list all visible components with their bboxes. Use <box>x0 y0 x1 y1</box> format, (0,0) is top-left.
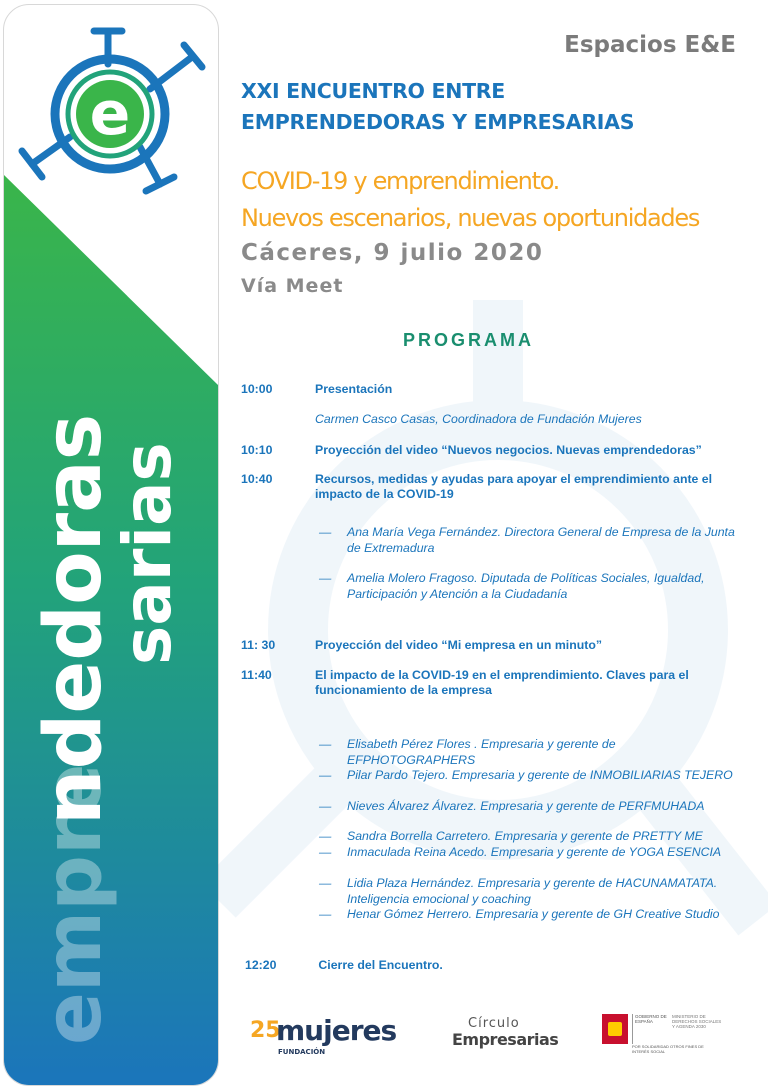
gov-line3: POR SOLIDARIDAD OTROS FINES DE INTERÉS SOCIAL <box>632 1044 704 1054</box>
event-title <box>241 76 741 138</box>
sidebar-banner <box>3 4 219 1086</box>
event-date: Cáceres, 9 julio 2020 <box>241 240 544 266</box>
speaker-dash: — <box>319 829 332 843</box>
speaker-text: Pilar Pardo Tejero. Empresaria y gerente de INMOBILIARIAS TEJERO <box>347 768 733 782</box>
wordmark-line2: sarias <box>109 442 186 665</box>
agenda-time: 10:10 <box>241 443 273 457</box>
agenda-title: Proyección del video “Mi empresa en un minuto” <box>315 638 602 652</box>
speaker-dash: — <box>319 768 332 782</box>
fundacion-mujeres-logo <box>250 1014 430 1058</box>
agenda-title: Presentación <box>315 382 393 396</box>
event-subtitle <box>241 163 761 237</box>
speaker-text: Amelia Molero Fragoso. Diputada de Políticas Sociales, Igualdad, Participación y Atención a la Ciudadanía <box>347 571 705 601</box>
speaker-dash: — <box>319 845 332 859</box>
event-subtitle-line2: Nuevos escenarios, nuevas oportunidades <box>241 204 700 232</box>
speaker-text: Inmaculada Reina Acedo. Empresaria y gerente de YOGA ESENCIA <box>347 845 722 859</box>
svg-text:e: e <box>89 79 131 149</box>
agenda-title: Recursos, medidas y ayudas para apoyar el emprendimiento ante el impacto de la COVID-19 <box>315 472 713 501</box>
speaker-text: Ana María Vega Fernández. Directora General de Empresa de la Junta de Extremadura <box>347 525 735 555</box>
vertical-wordmark <box>4 5 218 1085</box>
circulo-top: Círculo <box>468 1016 520 1031</box>
gov-line2: MINISTERIO DE DERECHOS SOCIALES Y AGENDA 2030 <box>672 1014 722 1029</box>
programa-heading: PROGRAMA <box>403 330 534 350</box>
speaker-text: Lidia Plaza Hernández. Empresaria y gerente de HACUNAMATATA. Inteligencia emocional y coaching <box>347 876 718 906</box>
sponsor-logos <box>245 1012 745 1062</box>
speaker-text: Elisabeth Pérez Flores . Empresaria y gerente de EFPHOTOGRAPHERS <box>347 737 616 767</box>
speaker-dash: — <box>319 737 332 751</box>
agenda-closing <box>245 958 443 972</box>
wordmark-line1: ndedoras <box>29 413 119 825</box>
gov-line1: GOBIERNO DE ESPAÑA <box>632 1014 671 1044</box>
agenda-time: 10:00 <box>241 382 273 396</box>
gov-shield-icon <box>608 1022 622 1036</box>
event-title-line2: EMPRENDEDORAS Y EMPRESARIAS <box>241 110 635 134</box>
agenda-time: 11:40 <box>241 668 272 682</box>
closing-time: 12:20 <box>245 958 277 972</box>
mujeres-number: 25 <box>250 1018 281 1043</box>
speaker-dash: — <box>319 571 332 585</box>
brand-title: Espacios E&E <box>564 32 736 58</box>
speaker-dash: — <box>319 525 332 539</box>
agenda-title: Proyección del video “Nuevos negocios. Nuevas emprendedoras” <box>315 443 702 457</box>
closing-title: Cierre del Encuentro. <box>318 958 443 972</box>
speaker-dash: — <box>319 876 332 890</box>
gobierno-logo <box>602 1014 730 1054</box>
mujeres-word: mujeres <box>276 1014 397 1047</box>
event-venue: Vía Meet <box>241 275 344 297</box>
agenda-time: 10:40 <box>241 472 273 486</box>
agenda-host: Carmen Casco Casas, Coordinadora de Fundación Mujeres <box>315 412 642 426</box>
event-title-line1: XXI ENCUENTRO ENTRE <box>241 79 505 103</box>
speaker-text: Nieves Álvarez Álvarez. Empresaria y gerente de PERFMUHADA <box>347 799 705 813</box>
agenda-title: El impacto de la COVID-19 en el emprendimiento. Claves para el funcionamiento de la empresa <box>315 668 689 697</box>
event-subtitle-line1: COVID-19 y emprendimiento. <box>241 167 559 195</box>
agenda-time: 11: 30 <box>241 638 276 652</box>
speaker-text: Henar Gómez Herrero. Empresaria y gerente de GH Creative Studio <box>347 907 720 921</box>
speaker-text: Sandra Borrella Carretero. Empresaria y gerente de PRETTY ME <box>347 829 703 843</box>
speaker-dash: — <box>319 799 332 813</box>
circulo-empresarias-logo <box>452 1016 572 1058</box>
speaker-dash: — <box>319 907 332 921</box>
mujeres-sub: FUNDACIÓN <box>278 1048 326 1056</box>
wordmark-prefix: empre <box>29 763 119 1045</box>
circulo-bottom: Empresarias <box>452 1030 559 1049</box>
